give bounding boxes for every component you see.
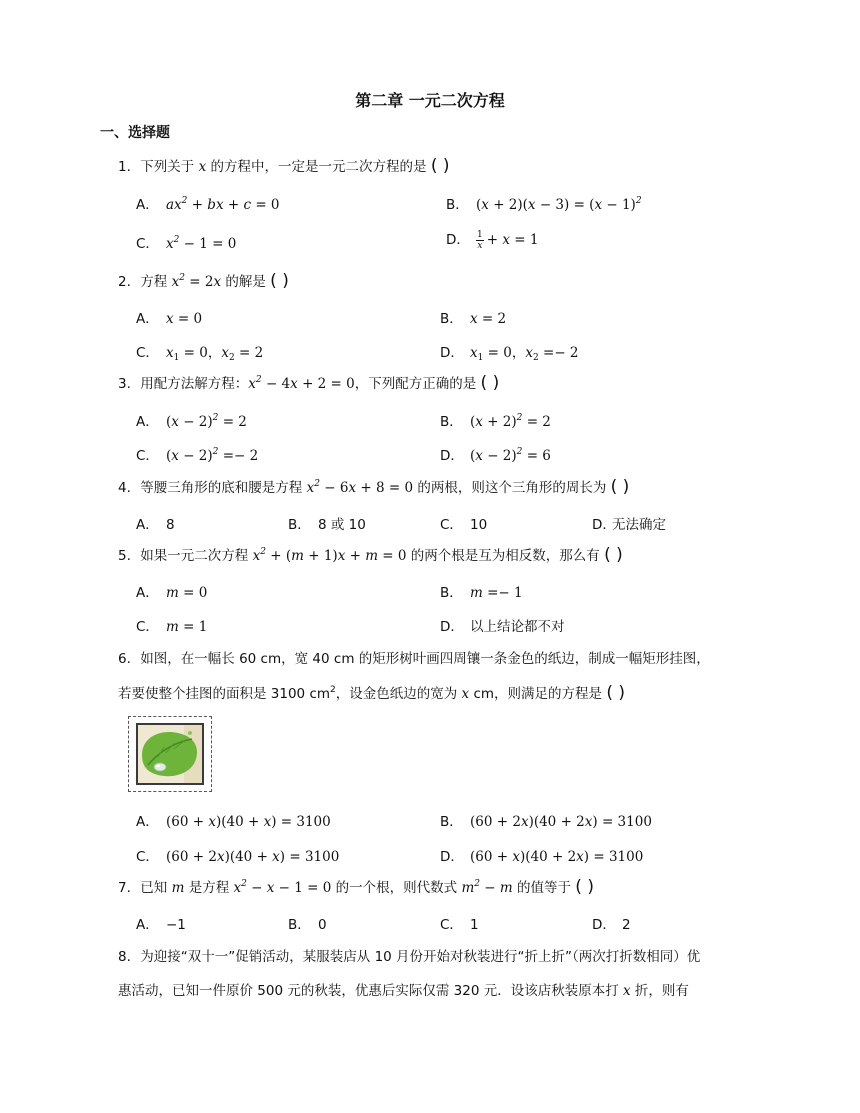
answer-blank: ( ) xyxy=(610,477,630,497)
question-4 xyxy=(118,470,768,505)
math-expression: m = 0 xyxy=(166,585,208,601)
q7-option-c[interactable]: C． 1 xyxy=(440,917,479,933)
math-expression: (60 + x)(40 + x) = 3100 xyxy=(166,814,331,830)
question-5 xyxy=(118,538,768,573)
math-expression: $ax^2$ + bx + c = 0 xyxy=(166,196,280,213)
fraction: $\frac{1}{x}$ xyxy=(477,230,483,251)
leaf-photo-frame xyxy=(136,723,204,785)
question-text: 若要使整个挂图的面积是 3100 cm xyxy=(118,686,331,702)
question-text: 如图，在一幅长 60 cm，宽 40 cm 的矩形树叶画四周镶一条金色的纸边，制成一幅矩形挂图， xyxy=(140,651,710,667)
q2-option-c[interactable]: C． $x_1 = 0$，$x_2 = 2$ xyxy=(136,345,264,363)
math-expression: m = 1 xyxy=(166,619,208,635)
question-number: 6. xyxy=(118,651,131,667)
question-number: 2. xyxy=(118,274,131,290)
question-text: 的值等于 xyxy=(512,880,571,896)
q3-option-a[interactable]: A． $(x - 2)^2 = 2$ xyxy=(136,413,247,430)
q7-option-b[interactable]: B． 0 xyxy=(288,917,327,933)
math-expression: $x^2 - 4x + 2 = 0$ xyxy=(248,375,355,392)
q5-option-a[interactable]: A． m = 0 xyxy=(136,585,208,601)
question-text: 等腰三角形的底和腰是方程 xyxy=(140,480,307,496)
math-expression: $m^2 - m$ xyxy=(461,879,513,896)
q2-option-d[interactable]: D． $x_1 = 0$，$x_2 =- 2$ xyxy=(440,345,579,363)
question-text: 的两个根是互为相反数，那么有 xyxy=(406,548,600,564)
q2-option-a[interactable]: A． x = 0 xyxy=(136,311,203,327)
q1-option-d[interactable]: D． $\frac{1}{x}$ + x = 1 xyxy=(446,230,539,251)
q6-option-b[interactable]: B． (60 + 2x)(40 + 2x) = 3100 xyxy=(440,814,652,830)
math-expression: (60 + 2x)(40 + x) = 3100 xyxy=(166,849,340,865)
question-7 xyxy=(118,870,768,905)
math-expression: $(x - 2)^2 =- 2$ xyxy=(166,447,259,464)
question-text: 用配方法解方程： xyxy=(140,376,249,392)
question-number: 7. xyxy=(118,880,131,896)
question-text: 的方程中，一定是一元二次方程的是 xyxy=(206,159,427,175)
question-text: 的解是 xyxy=(221,274,266,290)
page-title: 第二章 一元二次方程 xyxy=(355,91,505,110)
question-text: 方程 xyxy=(140,274,172,290)
question-text: 如果一元二次方程 xyxy=(140,548,253,564)
question-number: 8. xyxy=(118,949,131,965)
section-heading: 一、选择题 xyxy=(100,125,170,141)
question-1 xyxy=(118,149,768,184)
question-number: 1. xyxy=(118,159,131,175)
math-variable: x xyxy=(461,686,470,702)
question-3 xyxy=(118,366,768,401)
question-text: 的两根，则这个三角形的周长为 xyxy=(413,480,607,496)
question-text: 折，则有 xyxy=(630,983,689,999)
answer-blank: ( ) xyxy=(480,373,500,393)
question-text: 的一个根，则代数式 xyxy=(331,880,462,896)
q4-option-c[interactable]: C． 10 xyxy=(440,517,488,533)
q3-option-c[interactable]: C． $(x - 2)^2 =- 2$ xyxy=(136,447,259,464)
q3-option-b[interactable]: B． $(x + 2)^2 = 2$ xyxy=(440,413,551,430)
answer-blank: ( ) xyxy=(575,877,594,897)
q6-option-c[interactable]: C． (60 + 2x)(40 + x) = 3100 xyxy=(136,849,340,865)
math-expression: $x^2 = 2x$ xyxy=(171,273,222,290)
math-expression: $x^2 - x - 1 = 0$ xyxy=(233,879,332,896)
question-text: 已知 xyxy=(140,880,172,896)
question-text: 是方程 xyxy=(184,880,234,896)
question-6: 6. 如图，在一幅长 60 cm，宽 40 cm 的矩形树叶画四周镶一条金色的纸边，制成一幅矩形挂图， 若要使整个挂图的面积是 3100 $cm^2$，设金色纸边的宽为 x cm，则满足的方程是 ( ) xyxy=(118,642,768,711)
answer-blank: ( ) xyxy=(430,156,450,176)
q4-option-b[interactable]: B． 8 或 10 xyxy=(288,517,366,533)
q2-option-b[interactable]: B． x = 2 xyxy=(440,311,507,327)
math-expression: $(x - 2)^2 = 6$ xyxy=(470,447,551,464)
q5-option-c[interactable]: C． m = 1 xyxy=(136,619,208,635)
math-expression: $x^2 + (m + 1)x + m = 0$ xyxy=(252,547,407,564)
q3-option-d[interactable]: D． $(x - 2)^2 = 6$ xyxy=(440,447,551,464)
math-expression: $(x - 2)^2 = 2$ xyxy=(166,413,247,430)
q1-option-b[interactable]: B． $(x + 2)(x - 3) = (x - 1)^2$ xyxy=(446,196,642,213)
math-expression: (60 + 2x)(40 + 2x) = 3100 xyxy=(470,814,652,830)
question-text: cm，则满足的方程是 xyxy=(469,686,603,702)
math-expression: (60 + x)(40 + 2x) = 3100 xyxy=(470,849,644,865)
q1-option-c[interactable]: C． $x^2 - 1 = 0$ xyxy=(136,235,237,252)
q7-option-a[interactable]: A． −1 xyxy=(136,917,186,933)
question-8 xyxy=(118,940,768,1008)
leaf-figure xyxy=(128,716,212,792)
question-text: 惠活动，已知一件原价 500 元的秋装，优惠后实际仅需 320 元．设该店秋装原本打 xyxy=(118,983,623,999)
math-expression: m =− 1 xyxy=(470,585,523,601)
q7-option-d[interactable]: D． 2 xyxy=(592,917,631,933)
question-text: ，下列配方正确的是 xyxy=(354,376,477,392)
math-expression: $(x + 2)(x - 3) = (x - 1)^2$ xyxy=(476,196,642,213)
math-expression: $x_1 = 0$，$x_2 = 2$ xyxy=(166,345,264,363)
math-expression: $x^2 - 1 = 0$ xyxy=(166,235,237,252)
question-2 xyxy=(118,264,768,299)
answer-blank: ( ) xyxy=(604,545,623,565)
q1-option-a[interactable]: A． $ax^2$ + bx + c = 0 xyxy=(136,196,280,213)
leaf-photo-icon xyxy=(138,725,202,783)
math-variable: x xyxy=(623,983,631,999)
question-number: 3. xyxy=(118,376,131,392)
question-text: ，设金色纸边的宽为 xyxy=(335,686,462,702)
math-variable: x xyxy=(198,159,207,175)
math-expression: x = 0 xyxy=(166,311,203,327)
answer-blank: ( ) xyxy=(606,683,626,703)
question-number: 5. xyxy=(118,548,131,564)
math-expression: $x^2 - 6x + 8 = 0$ xyxy=(306,479,414,496)
question-text: 为迎接“双十一”促销活动，某服装店从 10 月份开始对秋装进行“折上折”（两次打折数相同）优 xyxy=(140,949,701,965)
q5-option-b[interactable]: B． m =− 1 xyxy=(440,585,523,601)
q4-option-a[interactable]: A． 8 xyxy=(136,517,175,533)
q4-option-d[interactable]: D．无法确定 xyxy=(592,517,666,533)
question-text: 下列关于 xyxy=(140,159,199,175)
math-expression: $x_1 = 0$，$x_2 =- 2$ xyxy=(470,345,579,363)
math-variable: m xyxy=(171,880,185,896)
q6-option-d[interactable]: D． (60 + x)(40 + 2x) = 3100 xyxy=(440,849,644,865)
question-number: 4. xyxy=(118,480,131,496)
answer-blank: ( ) xyxy=(270,271,289,291)
math-expression: x = 2 xyxy=(470,311,507,327)
math-expression: $\frac{1}{x}$ + x = 1 xyxy=(477,230,539,251)
math-expression: $(x + 2)^2 = 2$ xyxy=(470,413,551,430)
q5-option-d[interactable]: D． 以上结论都不对 xyxy=(440,619,565,635)
q6-option-a[interactable]: A． (60 + x)(40 + x) = 3100 xyxy=(136,814,331,830)
